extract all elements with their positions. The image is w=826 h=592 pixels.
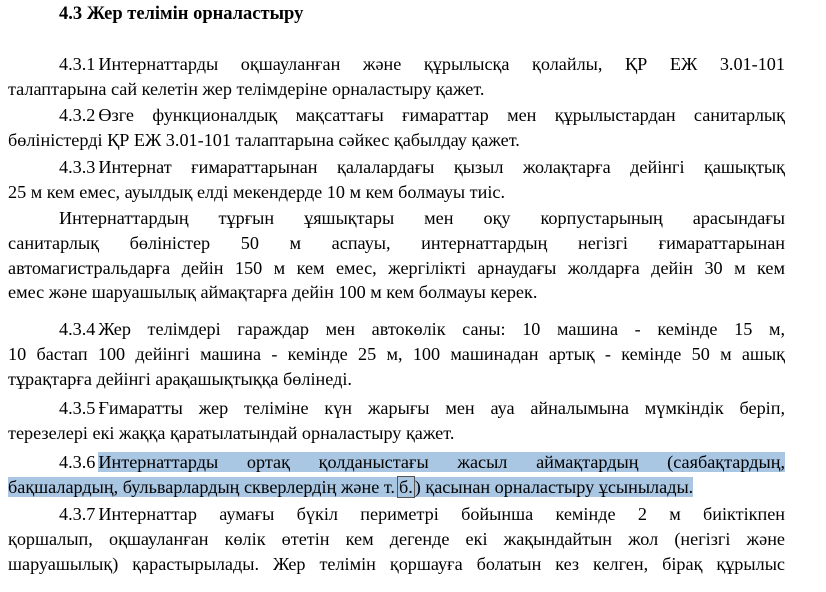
paragraph-line: санитарлық бөліністер 50 м аспауы, интернаттардың негізгі ғимараттарынан: [8, 232, 785, 253]
paragraph-line: шаруашылық) қарастырылады. Жер телімін қоршауға болатын кез келген, бірақ құрылыс: [8, 553, 785, 574]
paragraph-line: терезелері екі жаққа қаратылатындай орналастыру қажет.: [8, 422, 455, 443]
paragraph-4-3-6[interactable]: [8, 450, 785, 500]
paragraph-number: 4.3.3: [59, 157, 96, 177]
paragraph-number: 4.3.1: [59, 54, 96, 74]
selected-text[interactable]: ) қасынан орналастыру ұсынылады.: [414, 476, 694, 497]
paragraph-line: Интернаттардың тұрғын ұяшықтары мен оқу корпустарының арасындағы: [59, 208, 785, 228]
paragraph-number: 4.3.5: [59, 398, 96, 418]
paragraph-4-3-4: [8, 317, 785, 391]
paragraph-line: Интернат ғимараттарынан қалалардағы қызыл жолақтарға дейінгі қашықтық: [98, 157, 785, 177]
selected-text[interactable]: Интернаттарды ортақ қолданыстағы жасыл аймақтардың (саябақтардың,: [98, 452, 785, 472]
paragraph-4-3-3-continued: [8, 206, 785, 305]
paragraph-4-3-3: [8, 155, 785, 205]
paragraph-line: қоршалып, оқшауланған көлік өтетін кем дегенде екі жақындайтын жол (негізгі және: [8, 528, 785, 549]
paragraph-line: Интернаттарды оқшауланған және құрылысқа қолайлы, ҚР ЕЖ 3.01-101: [98, 54, 785, 74]
paragraph-line: талаптарына сай келетін жер телімдеріне орналастыру қажет.: [8, 78, 485, 99]
paragraph-number: 4.3.4: [59, 319, 96, 339]
paragraph-4-3-5: [8, 396, 785, 446]
selected-text[interactable]: бақшалардың, бульварлардың скверлердің және т.: [8, 476, 395, 497]
section-heading: 4.3 Жер телімін орналастыру: [59, 4, 304, 24]
paragraph-line: Жер телімдері гараждар мен автокөлік саны: 10 машина - кемінде 15 м,: [98, 319, 785, 339]
paragraph-number: 4.3.2: [59, 105, 96, 125]
paragraph-line: Ғимаратты жер теліміне күн жарығы мен ауа айналымына мүмкіндік беріп,: [98, 398, 785, 418]
paragraph-line: емес және шаруашылық аймақтарға дейін 100 м кем болмауы керек.: [8, 282, 538, 303]
paragraph-line: бөліністерді ҚР ЕЖ 3.01-101 талаптарына сәйкес қабылдау қажет.: [8, 129, 520, 150]
paragraph-4-3-2: [8, 103, 785, 153]
text-cursor-box[interactable]: б.: [398, 476, 413, 497]
paragraph-4-3-7: [8, 502, 785, 576]
paragraph-number: 4.3.6: [59, 452, 96, 472]
paragraph-line: тұрақтарға дейінгі арақашықтыққа бөлінеді.: [8, 368, 352, 389]
paragraph-line: 10 бастап 100 дейінгі машина - кемінде 25 м, 100 машинадан артық - кемінде 50 м ашық: [8, 343, 785, 364]
paragraph-4-3-1: [8, 52, 785, 102]
paragraph-line: Интернаттар аумағы бүкіл периметрі бойынша кемінде 2 м биіктікпен: [98, 504, 785, 524]
paragraph-number: 4.3.7: [59, 504, 96, 524]
paragraph-line: 25 м кем емес, ауылдық елді мекендерде 10 м кем болмауы тиіс.: [8, 181, 506, 202]
paragraph-line: Өзге функционалдық мақсаттағы ғимараттар мен құрылыстардан санитарлық: [98, 105, 785, 125]
paragraph-line: автомагистральдарға дейін 150 м кем емес, жергілікті арнаудағы жолдарға дейін 30 м кем: [8, 257, 785, 278]
